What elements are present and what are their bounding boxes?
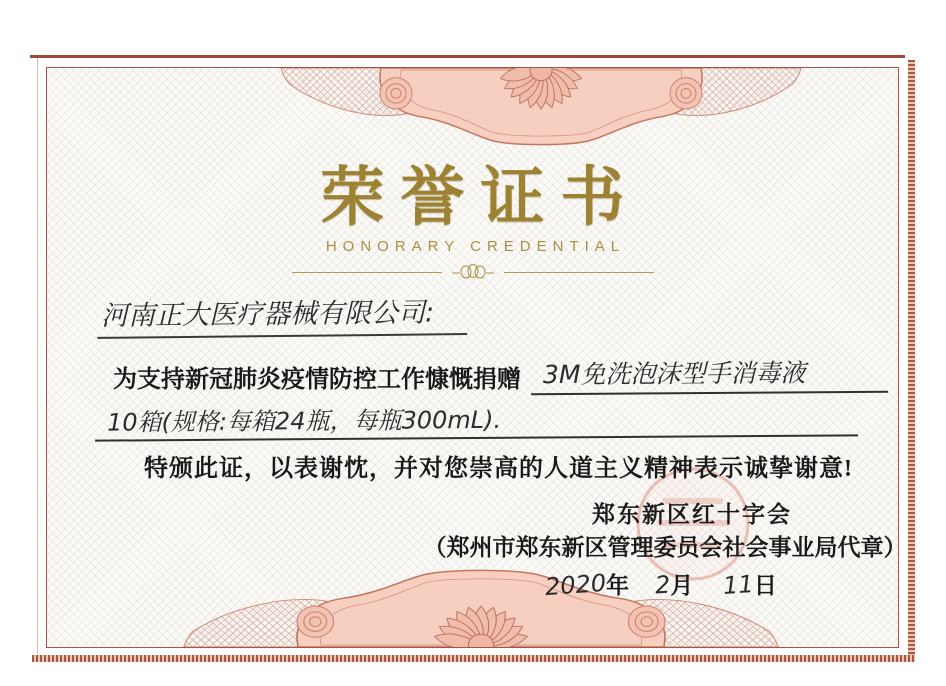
date-line xyxy=(545,567,777,600)
recipient-name: 河南正大医疗器械有限公司: xyxy=(97,290,467,339)
donation-item-handwritten: 3M免洗泡沫型手消毒液 xyxy=(531,353,888,395)
body-closing-text: 特颁此证，以表谢忱，并对您崇高的人道主义精神表示诚挚谢意! xyxy=(144,456,853,482)
guilloche-garland-top xyxy=(261,68,821,150)
donation-detail-handwritten: 10箱(规格:每箱24瓶，每瓶300mL). xyxy=(95,397,858,441)
title-divider xyxy=(47,264,898,280)
divider-line-right xyxy=(504,272,654,273)
body-intro-text: 为支持新冠肺炎疫情防控工作慷慨捐赠 xyxy=(113,367,521,393)
certificate-title: 荣誉证书 xyxy=(320,162,641,233)
date-day-label: 日 xyxy=(753,573,777,598)
outer-border-top xyxy=(30,55,905,58)
issuer-name: 郑东新区红十字会 xyxy=(592,502,792,527)
outer-border-left xyxy=(37,58,38,654)
certificate xyxy=(30,55,915,662)
decorative-band-right xyxy=(908,60,915,662)
decorative-band-bottom xyxy=(32,655,915,662)
date-year: 2020 xyxy=(544,568,607,602)
date-day: 11 xyxy=(722,569,755,601)
issuer-note: （郑州市郑东新区管理委员会社会事业局代章） xyxy=(423,535,907,560)
divider-line-left xyxy=(292,272,442,273)
recipient-line xyxy=(97,292,467,337)
date-year-label: 年 xyxy=(606,573,630,598)
donation-line xyxy=(113,354,888,394)
certificate-subtitle: HONORARY CREDENTIAL xyxy=(325,238,626,255)
leaf-cluster-icon xyxy=(452,264,494,280)
donation-detail-line xyxy=(95,400,858,439)
date-month: 2 xyxy=(654,570,672,600)
date-month-label: 月 xyxy=(670,573,694,598)
certificate-inner xyxy=(46,67,907,648)
